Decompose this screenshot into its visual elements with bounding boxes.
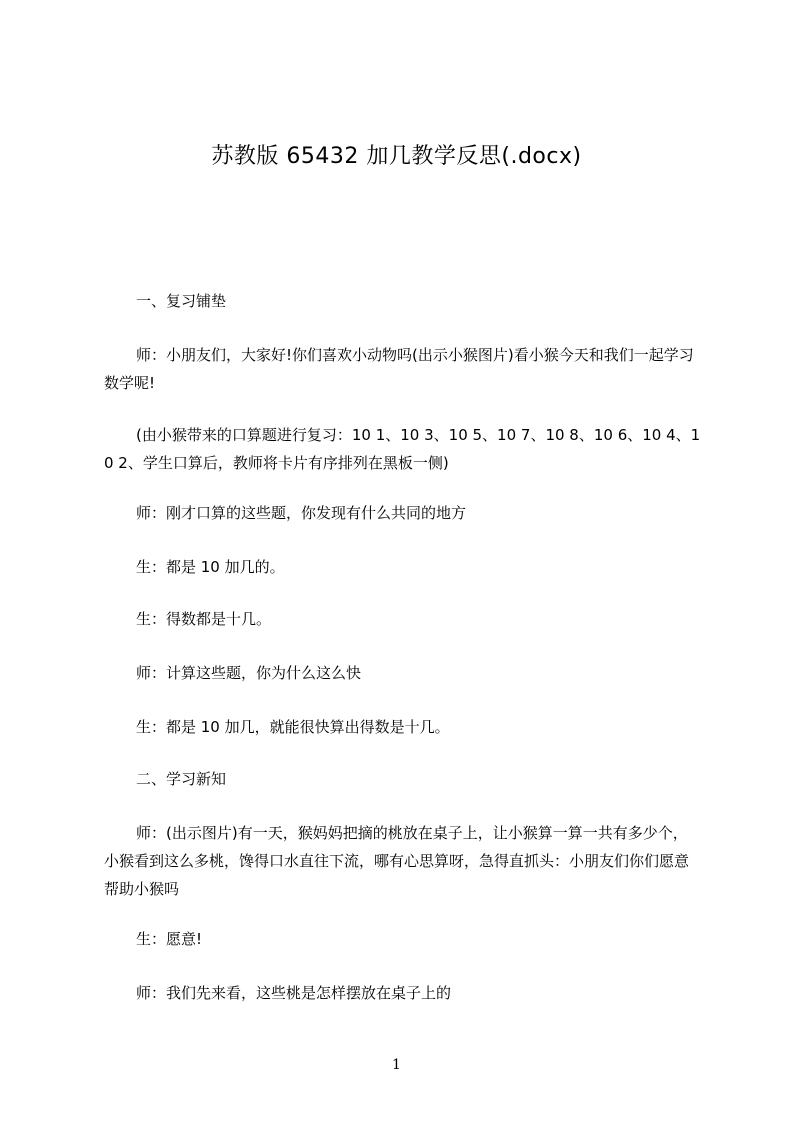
paragraph: 师：我们先来看，这些桃是怎样摆放在桌子上的 bbox=[136, 984, 452, 1002]
paragraph: 生：愿意! bbox=[136, 930, 203, 948]
paragraph: 师：计算这些题，你为什么这么快 bbox=[136, 664, 362, 682]
section-heading-review: 一、复习铺垫 bbox=[136, 292, 227, 310]
paragraph: 生：得数都是十几。 bbox=[136, 610, 272, 628]
paragraph: (由小猴带来的口算题进行复习：10 1、10 3、10 5、10 7、10 8、10 6、10 4、10 2、学生口算后，教师将卡片有序排列在黑板一侧) bbox=[104, 426, 701, 472]
paragraph: 师：刚才口算的这些题，你发现有什么共同的地方 bbox=[136, 504, 467, 522]
paragraph: 生：都是 10 加几的。 bbox=[136, 558, 285, 576]
document-title: 苏教版 65432 加几教学反思(.docx) bbox=[211, 144, 582, 169]
section-heading-new-knowledge: 二、学习新知 bbox=[136, 770, 227, 788]
page-number: 1 bbox=[392, 1057, 401, 1073]
paragraph: 生：都是 10 加几，就能很快算出得数是十几。 bbox=[136, 718, 450, 736]
paragraph: 师：(出示图片)有一天，猴妈妈把摘的桃放在桌子上，让小猴算一算一共有多少个，小猴看到这么多桃，馋得口水直往下流，哪有心思算呀，急得直抓头：小朋友们你们愿意帮助小猴吗 bbox=[104, 824, 690, 898]
paragraph: 师：小朋友们，大家好!你们喜欢小动物吗(出示小猴图片)看小猴今天和我们一起学习数学呢! bbox=[104, 346, 694, 392]
